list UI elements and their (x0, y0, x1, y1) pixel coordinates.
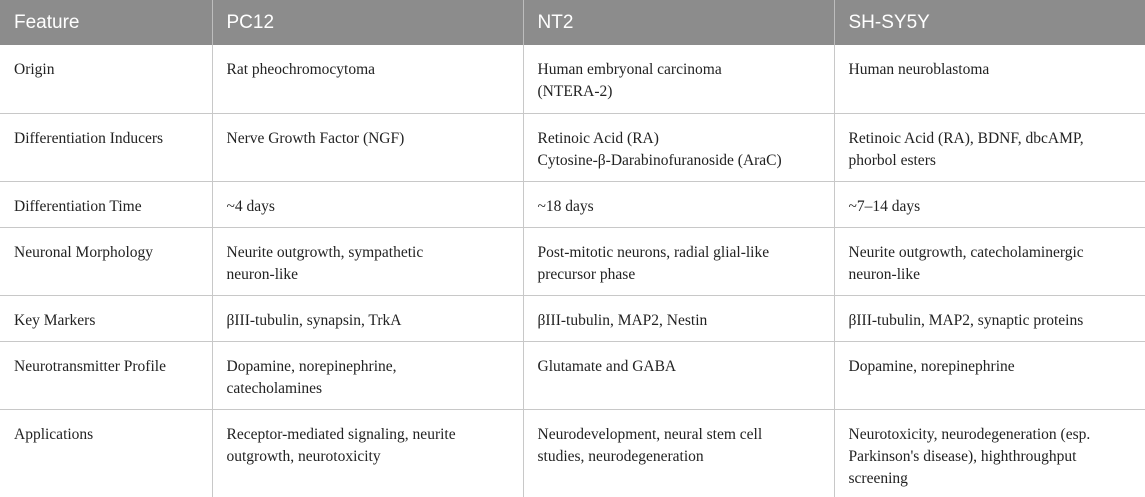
table-row (0, 45, 1145, 113)
cell-line: βIII-tubulin, MAP2, synaptic proteins (848, 311, 1084, 329)
feature-label: Differentiation Inducers (14, 129, 164, 147)
cell-line: Glutamate and GABA (537, 357, 677, 375)
shsy5y-cell (834, 181, 1145, 227)
table-row (0, 295, 1145, 341)
cell-line: ~7–14 days (848, 197, 921, 215)
table-row (0, 181, 1145, 227)
table-header (0, 0, 1145, 45)
cell-line: neuron-like (226, 265, 298, 283)
pc12-cell (212, 181, 523, 227)
nt2-cell (523, 181, 834, 227)
feature-cell (0, 113, 212, 181)
shsy5y-cell (834, 409, 1145, 497)
cell-line: Human embryonal carcinoma (537, 61, 722, 78)
cell-line: Neurite outgrowth, sympathetic (226, 243, 424, 261)
cell-line: Parkinson's disease), highthroughput (848, 447, 1077, 465)
nt2-cell (523, 341, 834, 409)
cell-line: Human neuroblastoma (848, 61, 990, 78)
nt2-cell (523, 113, 834, 181)
feature-label: Origin (14, 61, 55, 78)
nt2-cell (523, 409, 834, 497)
feature-cell (0, 227, 212, 295)
feature-label: Key Markers (14, 311, 96, 329)
nt2-cell (523, 45, 834, 113)
cell-line: Dopamine, norepinephrine (848, 357, 1015, 375)
cell-line: ~18 days (537, 197, 594, 215)
header-row (0, 0, 1145, 45)
cell-line: Rat pheochromocytoma (226, 61, 375, 78)
cell-line: (NTERA-2) (537, 83, 613, 100)
cell-line: ~4 days (226, 197, 275, 215)
pc12-cell (212, 45, 523, 113)
cell-line: precursor phase (537, 265, 636, 283)
shsy5y-cell (834, 227, 1145, 295)
header-shsy5y: SH-SY5Y (834, 0, 1145, 45)
shsy5y-cell (834, 341, 1145, 409)
cell-line: Neurodevelopment, neural stem cell (537, 425, 763, 443)
cell-line: βIII-tubulin, synapsin, TrkA (226, 311, 402, 329)
cell-line: screening (848, 469, 908, 487)
table-body (0, 45, 1145, 497)
feature-cell (0, 409, 212, 497)
table-row (0, 341, 1145, 409)
header-nt2: NT2 (523, 0, 834, 45)
pc12-cell (212, 341, 523, 409)
feature-label: Applications (14, 425, 94, 443)
feature-label: Differentiation Time (14, 197, 142, 215)
cell-line: Dopamine, norepinephrine, (226, 357, 397, 375)
feature-label: Neurotransmitter Profile (14, 357, 166, 375)
cell-line: Retinoic Acid (RA), BDNF, dbcAMP, (848, 129, 1084, 147)
cell-line: phorbol esters (848, 151, 936, 169)
table-row (0, 113, 1145, 181)
cell-line: Nerve Growth Factor (NGF) (226, 129, 405, 147)
cell-line: Receptor-mediated signaling, neurite (226, 425, 456, 443)
shsy5y-cell (834, 45, 1145, 113)
pc12-cell (212, 295, 523, 341)
nt2-cell (523, 227, 834, 295)
pc12-cell (212, 227, 523, 295)
cell-line: Neurotoxicity, neurodegeneration (esp. (848, 425, 1091, 443)
shsy5y-cell (834, 113, 1145, 181)
pc12-cell (212, 113, 523, 181)
header-pc12: PC12 (212, 0, 523, 45)
cell-line: Retinoic Acid (RA) (537, 129, 659, 147)
cell-line: Cytosine-β-Darabinofuranoside (AraC) (537, 151, 782, 169)
cell-line: Post-mitotic neurons, radial glial-like (537, 243, 770, 261)
feature-cell (0, 45, 212, 113)
table-row (0, 227, 1145, 295)
cell-line: neuron-like (848, 265, 920, 283)
cell-line: studies, neurodegeneration (537, 447, 704, 465)
cell-line: βIII-tubulin, MAP2, Nestin (537, 311, 708, 329)
table-row (0, 409, 1145, 497)
shsy5y-cell (834, 295, 1145, 341)
feature-cell (0, 341, 212, 409)
nt2-cell (523, 295, 834, 341)
feature-label: Neuronal Morphology (14, 243, 154, 261)
header-feature: Feature (0, 0, 212, 45)
pc12-cell (212, 409, 523, 497)
feature-cell (0, 295, 212, 341)
cell-line: outgrowth, neurotoxicity (226, 447, 381, 465)
feature-cell (0, 181, 212, 227)
cell-line: Neurite outgrowth, catecholaminergic (848, 243, 1084, 261)
cell-line: catecholamines (226, 379, 323, 397)
